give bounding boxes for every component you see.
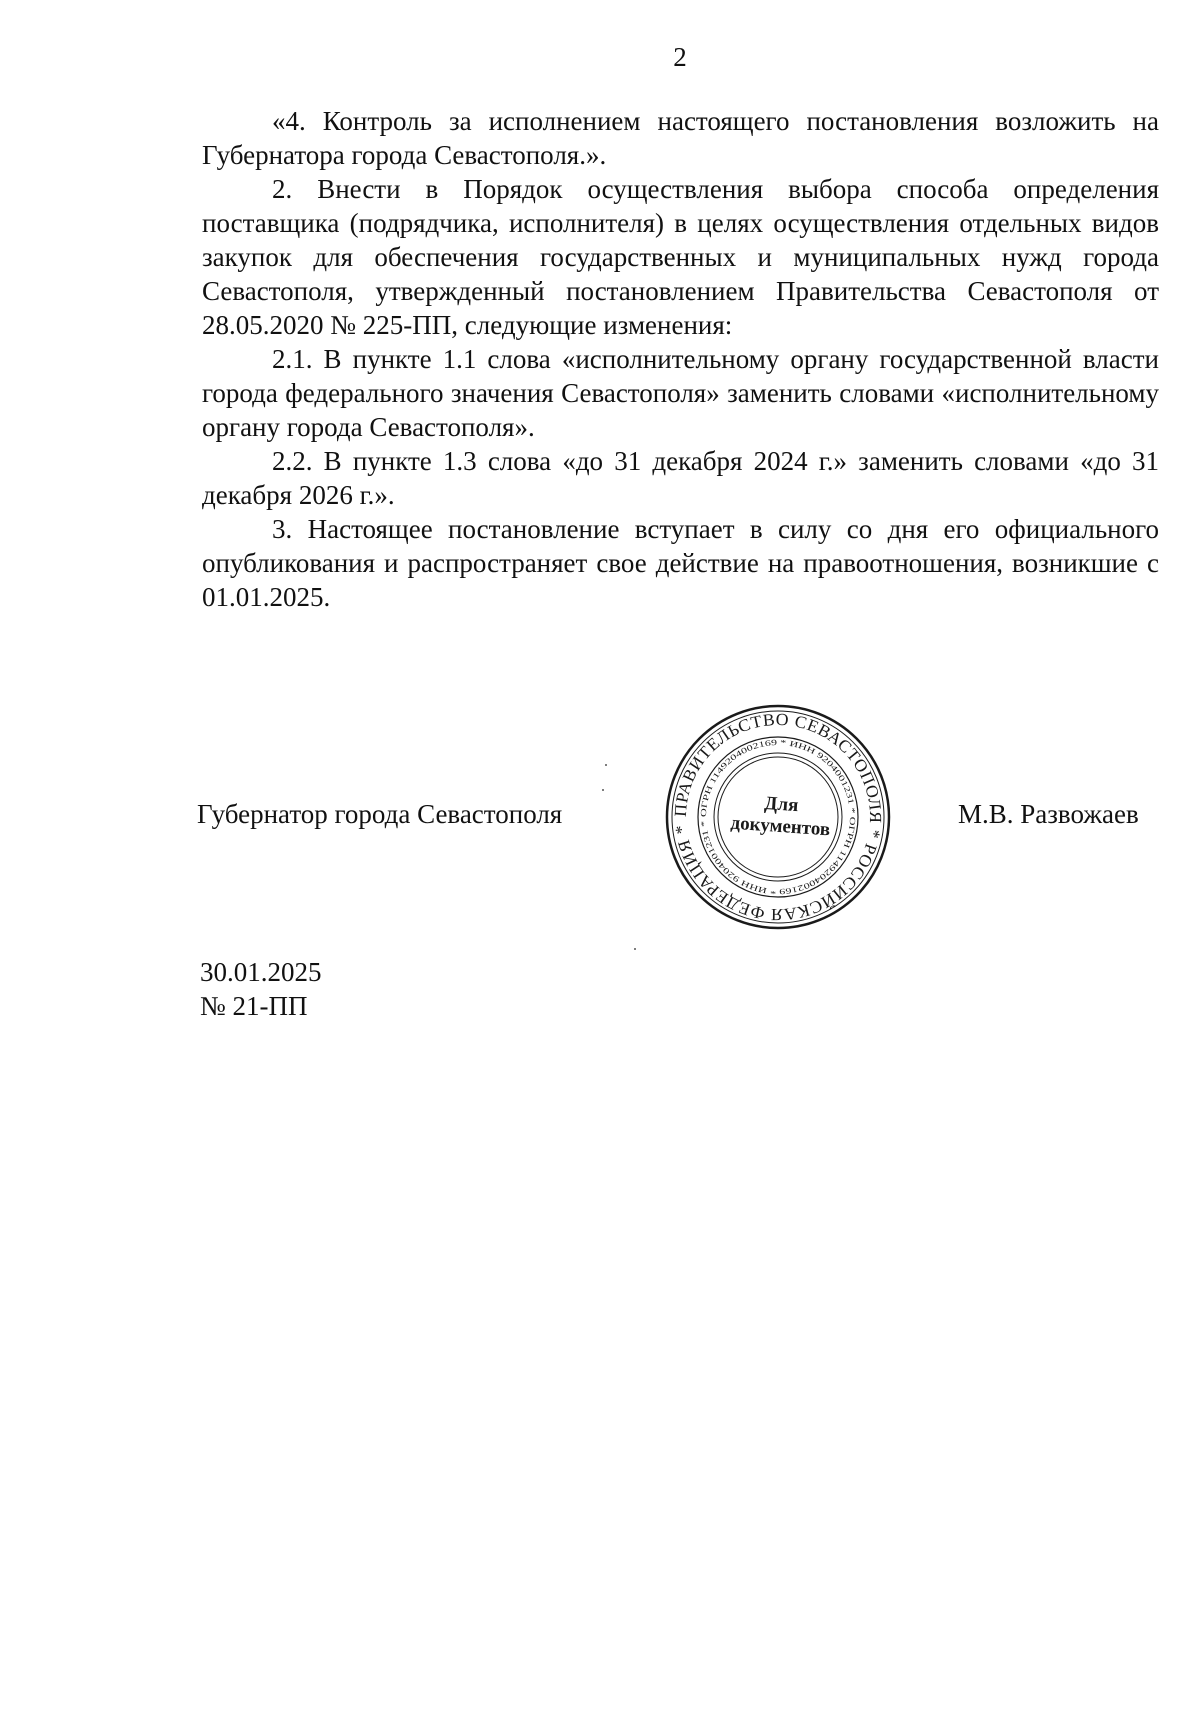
signatory-name: М.В. Развожаев xyxy=(958,799,1139,829)
paragraph-effective-date: 3. Настоящее постановление вступает в силу со дня его официального опубликования и распространяет свое действие на правоотношения, возникшие с 01.01.2025. xyxy=(202,514,1159,612)
seal-center-line-1: Для xyxy=(763,792,800,817)
document-date-block xyxy=(200,955,322,1023)
page-number: 2 xyxy=(673,42,687,72)
paragraph-point-2-1: 2.1. В пункте 1.1 слова «исполнительному органу государственной власти города федерального значения Севастополя» заменить словами «исполнительному органу города Севастополя». xyxy=(202,344,1159,442)
scan-speck xyxy=(602,789,604,791)
seal-outer-text: ПРАВИТЕЛЬСТВО СЕВАСТОПОЛЯ * РОССИЙСКАЯ ФЕДЕРАЦИЯ * xyxy=(670,709,886,925)
scan-speck xyxy=(605,764,607,766)
seal-inner-text: ОГРН 1149204002169 * ИНН 9204001231 * ОГРН 1149204002169 * ИНН 9204001231 * xyxy=(698,737,858,897)
seal-center-line-2: документов xyxy=(729,812,831,841)
paragraph-control: «4. Контроль за исполнением настоящего постановления возложить на Губернатора города Севастополя.». xyxy=(202,106,1159,170)
document-number: № 21-ПП xyxy=(200,991,308,1021)
scan-speck xyxy=(634,948,636,950)
official-seal xyxy=(663,702,893,932)
document-body xyxy=(202,104,1159,614)
document-date: 30.01.2025 xyxy=(200,957,322,987)
paragraph-point-2-2: 2.2. В пункте 1.3 слова «до 31 декабря 2024 г.» заменить словами «до 31 декабря 2026 г.». xyxy=(202,446,1159,510)
signatory-role: Губернатор города Севастополя xyxy=(197,799,563,829)
paragraph-amendments: 2. Внести в Порядок осуществления выбора способа определения поставщика (подрядчика, исполнителя) в целях осуществления отдельных видов закупок для обеспечения государственных и муниципальных нужд города Севастополя, утвержденный постановлением Правительства Севастополя от 28.05.2020 № 225-ПП, следующие изменения: xyxy=(202,174,1159,340)
